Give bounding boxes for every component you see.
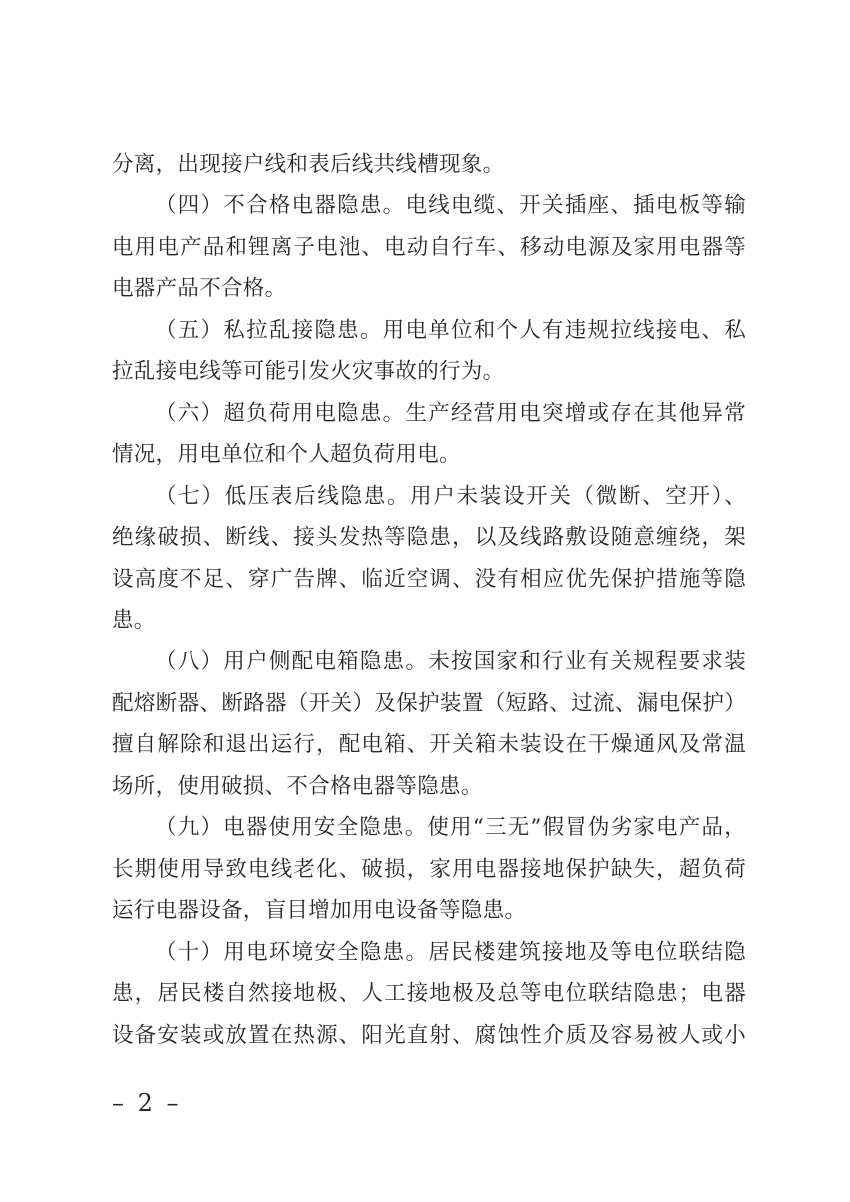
page-number: – 2 –	[112, 1089, 182, 1117]
text-line: 电器产品不合格。	[112, 276, 287, 302]
text-line: 分离，出现接户线和表后线共线槽现象。	[112, 152, 505, 177]
text-line: 运行电器设备，盲目增加用电设备等隐患。	[112, 898, 527, 924]
text-line: 患。	[112, 607, 156, 633]
text-line: （四）不合格电器隐患。电线电缆、开关插座、插电板等输	[155, 193, 746, 219]
text-line: 场所，使用破损、不合格电器等隐患。	[112, 773, 483, 799]
text-line: 设高度不足、穿广告牌、临近空调、没有相应优先保护措施等隐	[112, 566, 746, 592]
text-line: （十）用电环境安全隐患。居民楼建筑接地及等电位联结隐	[155, 939, 746, 965]
text-line: 设备安装或放置在热源、阳光直射、腐蚀性介质及容易被人或小	[112, 1022, 746, 1048]
text-line: （八）用户侧配电箱隐患。未按国家和行业有关规程要求装	[155, 649, 746, 675]
text-line: （六）超负荷用电隐患。生产经营用电突增或存在其他异常	[155, 400, 746, 426]
text-line: （七）低压表后线隐患。用户未装设开关（微断、空开）、	[155, 483, 746, 509]
text-line: （九）电器使用安全隐患。使用“三无”假冒伪劣家电产品，	[155, 815, 746, 841]
text-line: 拉乱接电线等可能引发火灾事故的行为。	[112, 359, 505, 385]
text-line: 电用电产品和锂离子电池、电动自行车、移动电源及家用电器等	[112, 234, 746, 260]
text-line: （五）私拉乱接隐患。用电单位和个人有违规拉线接电、私	[155, 317, 746, 343]
text-line: 患，居民楼自然接地极、人工接地极及总等电位联结隐患；电器	[112, 981, 746, 1007]
text-line: 情况，用电单位和个人超负荷用电。	[112, 442, 461, 468]
text-line: 绝缘破损、断线、接头发热等隐患，以及线路敷设随意缠绕，架	[112, 525, 746, 551]
text-line: 长期使用导致电线老化、破损，家用电器接地保护缺失，超负荷	[112, 856, 746, 882]
text-line: 擅自解除和退出运行，配电箱、开关箱未装设在干燥通风及常温	[112, 732, 746, 758]
text-block	[112, 144, 746, 1056]
text-line: 配熔断器、断路器（开关）及保护装置（短路、过流、漏电保护）	[112, 690, 746, 716]
